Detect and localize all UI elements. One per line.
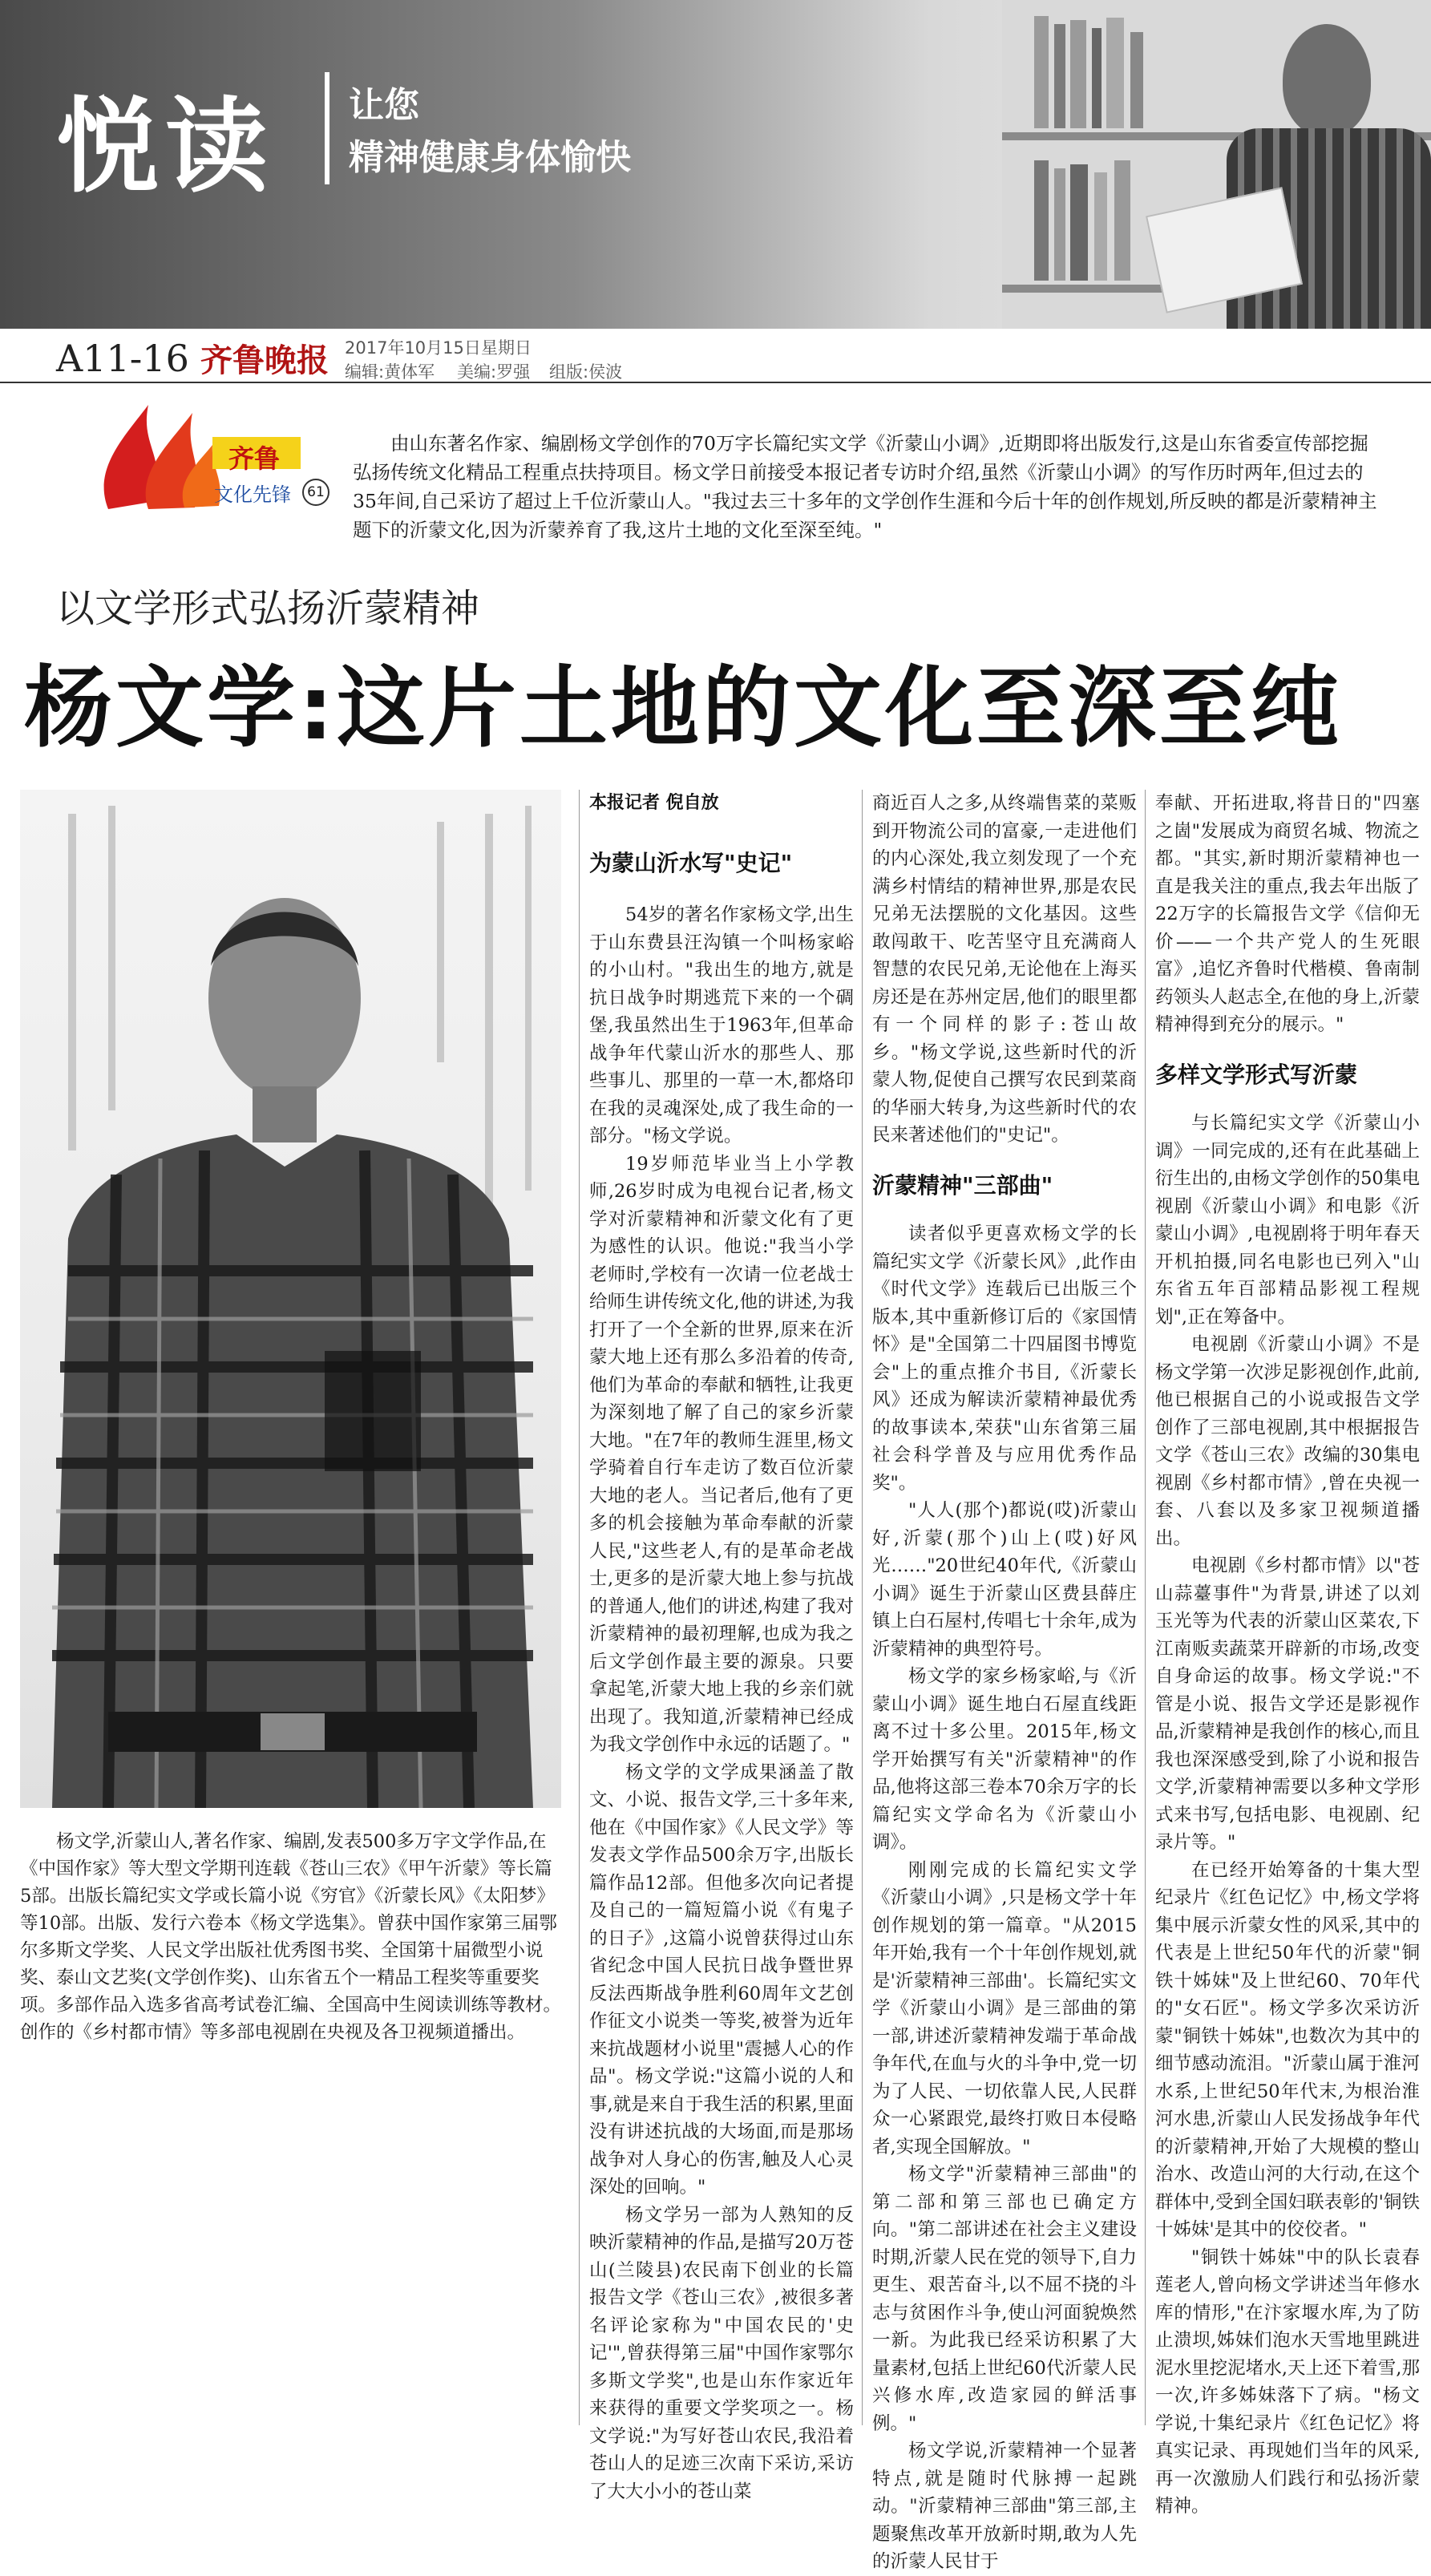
paragraph: "人人(那个)都说(哎)沂蒙山好,沂蒙(那个)山上(哎)好风光……"20世纪40年代,《沂蒙山小调》诞生于沂蒙山区费县薛庄镇上白石屋村,传唱七十余年,成为沂蒙精神的典型符号。 xyxy=(872,1500,1137,1660)
paragraph: 19岁师范毕业当上小学教师,26岁时成为电视台记者,杨文学对沂蒙精神和沂蒙文化有了更为感性的认识。他说:"我当小学老师时,学校有一次请一位老战士给师生讲传统文化,他的讲述,为我打开了一个全新的世界,原来在沂蒙大地上还有那么多沿着的传奇,他们为革命的奉献和牺牲,让我更为深刻地了解了自己的家乡沂蒙大地。"在7年的教师生涯里,杨文学骑着自行车走访了数百位沂蒙大地的老人。当记者后,他有了更多的机会接触为革命奉献的沂蒙人民,"这些老人,有的是革命老战士,更多的是沂蒙大地上参与抗战的普通人,他们的讲述,构建了我对沂蒙精神的最初理解,也成为我之后文学创作最主要的源泉。只要拿起笔,沂蒙大地上我的乡亲们就出现了。我知道,沂蒙精神已经成为我文学创作中永远的话题了。" xyxy=(589,1153,854,1755)
header-divider xyxy=(325,72,329,184)
paragraph: 54岁的著名作家杨文学,出生于山东费县汪沟镇一个叫杨家峪的小山村。"我出生的地方,就是抗日战争时期逃荒下来的一个碉堡,我虽然出生于1963年,但革命战争年代蒙山沂水的那些人、那些事儿、那里的一草一木,都烙印在我的灵魂深处,成了我生命的一部分。"杨文学说。 xyxy=(589,904,854,1146)
paragraph: 杨文学另一部为人熟知的反映沂蒙精神的作品,是描写20万苍山(兰陵县)农民南下创业的长篇报告文学《苍山三农》,被很多著名评论家称为"中国农民的'史记'",曾获得第三届"中国作家鄂尔多斯文学奖",也是山东作家近年来获得的重要文学奖项之一。杨文学说:"为写好苍山农民,我沿着苍山人的足迹三次南下采访,采访了大大小小的苍山菜 xyxy=(589,2204,854,2502)
paper-name: 齐鲁晚报 xyxy=(200,342,329,379)
article-column-3 xyxy=(1155,790,1420,2521)
author-photo xyxy=(20,790,561,1808)
paragraph: 杨文学的文学成果涵盖了散文、小说、报告文学,三十多年来,他在《中国作家》《人民文学》等发表文学作品500余万字,出版长篇作品12部。但他多次向记者提及自己的一篇短篇小说《有鬼子的日子》,这篇小说曾获得过山东省纪念中国人民抗日战争暨世界反法西斯战争胜利60周年文艺创作征文小说类一等奖,被誉为近年来抗战题材小说里"震撼人心的作品"。杨文学说:"这篇小说的人和事,就是来自于我生活的积累,里面没有讲述抗战的大场面,而是那场战争对人身心的伤害,触及人心灵深处的回响。" xyxy=(589,1761,854,2198)
paragraph: 读者似乎更喜欢杨文学的长篇纪实文学《沂蒙长风》,此作由《时代文学》连载后已出版三个版本,其中重新修订后的《家国情怀》是"全国第二十四届图书博览会"上的重点推介书目,《沂蒙长风》还成为解读沂蒙精神最优秀的故事读本,荣获"山东省第三届社会科学普及与应用优秀作品奖"。 xyxy=(872,1223,1137,1494)
section-heading-3: 多样文学形式写沂蒙 xyxy=(1155,1061,1358,1088)
logo-column: 文化先锋 xyxy=(214,483,291,506)
paragraph: 杨文学的家乡杨家峪,与《沂蒙山小调》诞生地白石屋直线距离不过十多公里。2015年,杨文学开始撰写有关"沂蒙精神"的作品,他将这部三卷本70余万字的长篇纪实文学命名为《沂蒙山小调》。 xyxy=(872,1666,1137,1853)
header-slogan-2: 精神健康身体愉快 xyxy=(349,137,631,178)
article-column-2 xyxy=(872,790,1137,2576)
article-title: 杨文学:这片土地的文化至深至纯 xyxy=(24,657,1342,759)
logo-brand: 齐鲁 xyxy=(228,443,281,474)
paragraph: 商近百人之多,从终端售菜的菜贩到开物流公司的富豪,一走进他们的内心深处,我立刻发现了一个充满乡村情结的精神世界,那是农民兄弟无法摆脱的文化基因。这些敢闯敢干、吃苦坚守且充满商人智慧的农民兄弟,无论他在上海买房还是在苏州定居,他们的眼里都有一个同样的影子:苍山故乡。"杨文学说,这些新时代的沂蒙人物,促使自己撰写农民到菜商的华丽大转身,为这些新时代的农民来著述他们的"史记"。 xyxy=(872,793,1137,1146)
paragraph: 电视剧《沂蒙山小调》不是杨文学第一次涉足影视创作,此前,他已根据自己的小说或报告文学创作了三部电视剧,其中根据报告文学《苍山三农》改编的30集电视剧《乡村都市情》,曾在央视一套、八套以及多家卫视频道播出。 xyxy=(1155,1334,1420,1549)
article-subtitle: 以文学形式弘扬沂蒙精神 xyxy=(56,586,480,631)
intro-text: 由山东著名作家、编剧杨文学创作的70万字长篇纪实文学《沂蒙山小调》,近期即将出版发行,这是山东省委宣传部挖掘弘扬传统文化精品工程重点扶持项目。杨文学日前接受本报记者专访时介绍,虽然《沂蒙山小调》的写作历时两年,但过去的35年间,自己采访了超过上千位沂蒙山人。"我过去三十多年的文学创作生涯和今后十年的创作规划,所反映的都是沂蒙精神主题下的沂蒙文化,因为沂蒙养育了我,这片土地的文化至深至纯。" xyxy=(353,432,1377,541)
paragraph: 在已经开始筹备的十集大型纪录片《红色记忆》中,杨文学将集中展示沂蒙女性的风采,其中的代表是上世纪50年代的沂蒙"铜铁十姊妹"及上世纪60、70年代的"女石匠"。杨文学多次采访沂蒙"铜铁十姊妹",也数次为其中的细节感动流泪。"沂蒙山属于淮河水系,上世纪50年代末,为根治淮河水患,沂蒙山人民发扬战争年代的沂蒙精神,开始了大规模的整山治水、改造山河的大行动,在这个群体中,受到全国妇联表彰的'铜铁十姊妹'是其中的佼佼者。" xyxy=(1155,1859,1420,2240)
editor: 编辑:黄体军 xyxy=(345,362,435,382)
paragraph: 奉献、开拓进取,将昔日的"四塞之崮"发展成为商贸名城、物流之都。"其实,新时期沂蒙精神也一直是我关注的重点,我去年出版了22万字的长篇报告文学《信仰无价——一个共产党人的生死眼富》,追忆齐鲁时代楷模、鲁南制药领头人赵志全,在他的身上,沂蒙精神得到充分的展示。" xyxy=(1155,793,1420,1035)
logo-number: 61 xyxy=(302,479,329,506)
article-column-1 xyxy=(589,790,854,2505)
header-slogan-1: 让您 xyxy=(349,85,419,126)
page-number: A11-16 xyxy=(56,337,189,380)
photo-caption: 杨文学,沂蒙山人,著名作家、编剧,发表500多万字文学作品,在《中国作家》等大型文学期刊连载《苍山三农》《甲午沂蒙》等长篇5部。出版长篇纪实文学或长篇小说《穷官》《沂蒙长风》《太阳梦》等10部。出版、发行六卷本《杨文学选集》。曾获中国作家第三届鄂尔多斯文学奖、人民文学出版社优秀图书奖、全国第十届微型小说奖、泰山文艺奖(文学创作奖)、山东省五个一精品工程奖等重要奖项。多部作品入选多省高考试卷汇编、全国高中生阅读训练等教材。创作的《乡村都市情》等多部电视剧在央视及各卫视频道播出。 xyxy=(20,1831,562,2043)
reader-portrait xyxy=(1283,24,1371,136)
paragraph: 电视剧《乡村都市情》以"苍山蒜薹事件"为背景,讲述了以刘玉光等为代表的沂蒙山区菜农,下江南贩卖蔬菜开辟新的市场,改变自身命运的故事。杨文学说:"不管是小说、报告文学还是影视作品,沂蒙精神是我创作的核心,而且我也深深感受到,除了小说和报告文学,沂蒙精神需要以多种文学形式来书写,包括电影、电视剧、纪录片等。" xyxy=(1155,1555,1420,1853)
paragraph: 刚刚完成的长篇纪实文学《沂蒙山小调》,只是杨文学十年创作规划的第一篇章。"从2015年开始,我有一个十年创作规划,就是'沂蒙精神三部曲'。长篇纪实文学《沂蒙山小调》是三部曲的第一部,讲述沂蒙精神发端于革命战争年代,在血与火的斗争中,党一切为了人民、一切依靠人民,人民群众一心紧跟党,最终打败日本侵略者,实现全国解放。" xyxy=(872,1859,1137,2157)
section-heading-1: 为蒙山沂水写"史记" xyxy=(589,849,793,876)
flame-icon xyxy=(92,389,333,525)
section-header xyxy=(0,0,1431,329)
layout-editor: 组版:侯波 xyxy=(549,362,623,382)
paragraph: 杨文学"沂蒙精神三部曲"的第二部和第三部也已确定方向。"第二部讲述在社会主义建设时期,沂蒙人民在党的领导下,自力更生、艰苦奋斗,以不屈不挠的斗志与贫困作斗争,使山河面貌焕然一新。为此我已经采访积累了大量素材,包括上世纪60代沂蒙人民兴修水库,改造家园的鲜活事例。" xyxy=(872,2164,1137,2434)
column-logo xyxy=(92,389,333,525)
weekday: 星期日 xyxy=(481,338,532,358)
section-title: 悦读 xyxy=(56,87,275,207)
paragraph: 与长篇纪实文学《沂蒙山小调》一同完成的,还有在此基础上衍生出的,由杨文学创作的50集电视剧《沂蒙山小调》和电影《沂蒙山小调》,电视剧将于明年春天开机拍摄,同名电影也已列入"山东省五年百部精品影视工程规划",正在筹备中。 xyxy=(1155,1113,1420,1328)
section-heading-2: 沂蒙精神"三部曲" xyxy=(872,1171,1053,1199)
byline: 本报记者 倪自放 xyxy=(589,793,719,813)
paragraph: 杨文学说,沂蒙精神一个显著特点,就是随时代脉搏一起跳动。"沂蒙精神三部曲"第三部,主题聚焦改革开放新时期,敢为人先的沂蒙人民甘于 xyxy=(872,2441,1137,2572)
art-editor: 美编:罗强 xyxy=(457,362,531,382)
paragraph: "铜铁十姊妹"中的队长袁春莲老人,曾向杨文学讲述当年修水库的情形,"在汴家堰水库,为了防止溃坝,姊妹们泡水天雪地里跳进泥水里挖泥堵水,天上还下着雪,那一次,许多姊妹落下了病。"杨文学说,十集纪录片《红色记忆》将真实记录、再现她们当年的风采,再一次激励人们践行和弘扬沂蒙精神。 xyxy=(1155,2246,1420,2517)
date: 2017年10月15日 xyxy=(345,338,481,358)
